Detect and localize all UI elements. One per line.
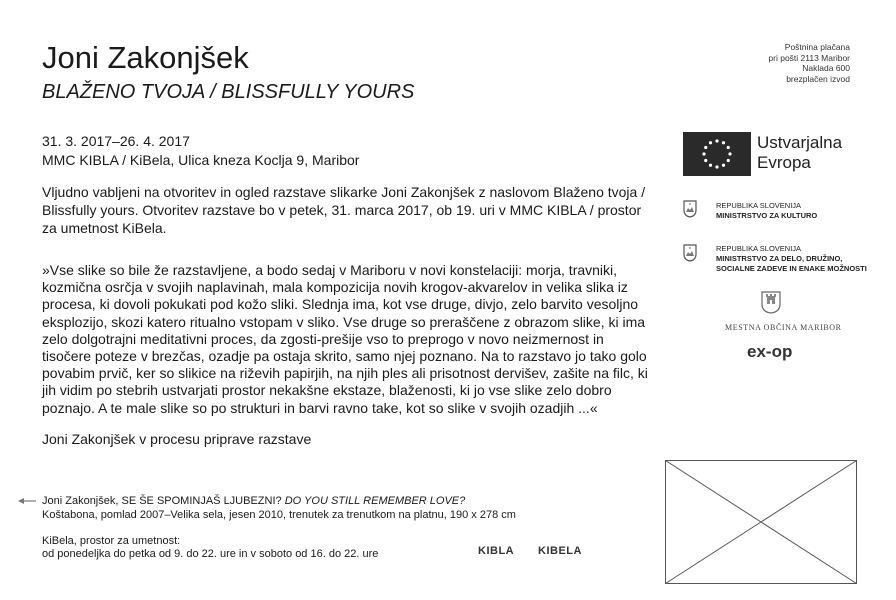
ministry-line: REPUBLIKA SLOVENIJA — [716, 244, 802, 253]
eu-star-icon — [715, 139, 718, 142]
exhibition-title: BLAŽENO TVOJA / BLISSFULLY YOURS — [42, 81, 415, 103]
maribor-crest-icon — [760, 290, 782, 314]
postage-line: Poštnina plačana — [784, 42, 850, 52]
eu-star-icon — [704, 146, 707, 149]
creative-europe-logo — [757, 133, 842, 173]
invitation-paragraph: Vljudno vabljeni na otvoritev in ogled razstave slikarke Joni Zakonjšek z naslovom Blaženo tvoja / Blissfully yours. Otvoritev razstave bo v petek, 31. marca 2017, ob 19. uri v MMC KIBLA / prostor za umetnost KiBela. — [42, 184, 646, 236]
kibla-logo: KIBLA — [478, 545, 515, 557]
exhibition-dates: 31. 3. 2017–26. 4. 2017 — [42, 133, 190, 149]
creative-europe-line: Evropa — [757, 153, 811, 172]
maribor-municipality-logo: MESTNA OBČINA MARIBOR — [725, 323, 842, 332]
ministry-line: MINISTRSTVO ZA KULTURO — [716, 211, 818, 220]
ministry-line: REPUBLIKA SLOVENIJA — [716, 201, 802, 210]
caption-title-english: DO YOU STILL REMEMBER LOVE? — [284, 495, 466, 507]
opening-hours-label: KiBela, prostor za umetnost: — [42, 535, 181, 547]
postage-line: brezplačen izvod — [786, 73, 850, 84]
exop-logo: ex-op — [747, 342, 793, 361]
artist-name: Joni Zakonjšek — [42, 40, 249, 75]
image-placeholder — [665, 460, 857, 584]
slovenia-crest-icon — [683, 200, 697, 218]
eu-star-icon — [722, 164, 725, 167]
left-arrow-icon — [18, 497, 36, 505]
artwork-caption-details: Koštabona, pomlad 2007–Velika sela, jesen 2010, trenutek za trenutkom na platnu, 190 x 278 cm — [42, 509, 516, 521]
caption-title-text: Joni Zakonjšek, SE ŠE SPOMINJAŠ LJUBEZNI? — [42, 495, 285, 507]
quote-attribution: Joni Zakonjšek v procesu priprave razstave — [42, 431, 312, 447]
ministry-line: SOCIALNE ZADEVE IN ENAKE MOŽNOSTI — [716, 264, 867, 273]
postage-line: pri pošti 2113 Maribor — [768, 52, 850, 63]
eu-star-icon — [702, 152, 705, 155]
ministry-line: MINISTRSTVO ZA DELO, DRUŽINO, — [716, 254, 843, 263]
kibela-logo: KIBELA — [538, 545, 582, 557]
eu-star-icon — [727, 146, 730, 149]
ministry-labour-logo — [716, 244, 867, 274]
eu-star-icon — [722, 141, 725, 144]
opening-hours: od ponedeljka do petka od 9. do 22. ure in v soboto od 16. do 22. ure — [42, 548, 379, 560]
slovenia-crest-icon — [683, 244, 697, 262]
ministry-culture-logo — [716, 201, 817, 221]
eu-star-icon — [715, 165, 718, 168]
eu-star-icon — [709, 164, 712, 167]
eu-star-icon — [728, 152, 731, 155]
creative-europe-line: Ustvarjalna — [757, 133, 843, 152]
artwork-caption-title — [42, 494, 465, 508]
postage-info — [730, 42, 850, 84]
eu-star-icon — [704, 159, 707, 162]
postage-line: Naklada 600 — [802, 63, 850, 73]
eu-star-icon — [709, 141, 712, 144]
eu-flag-icon — [683, 132, 751, 176]
exhibition-venue: MMC KIBLA / KiBela, Ulica kneza Koclja 9, Maribor — [42, 152, 360, 168]
eu-star-icon — [727, 159, 730, 162]
artist-quote: »Vse slike so bile že razstavljene, a bodo sedaj v Mariboru v novi konstelaciji: morja, travniki, kozmična osrčja v svojih naplavinah, mala kompozicija novih krogov-akvarelov in velika slika iz procesa, ki dovoli pokukati pod kožo sliki. Slednja ima, kot vse druge, divjo, zelo barvito vesoljno eksplozijo, skozi katero ritualno vstopam v sliko. Vse druge so preraščene z obrazom slike, ki ima zelo dolgotrajni meditativni proces, da zgosti-prešije vso to preprogo v novo neizmernost in tisočere poteze v brezčas, ozadje pa ostaja skrito, samo njej poznano. Na to razstavo jo tako golo povabim prvič, ker so slikice na riževih papirjih, na njih ples ali prisotnost dervišev, zašite na filc, ki jih vidim po stebrih ustvarjati prostor nekakšne ekstaze, blaženosti, ki jo vse slike zelo dobro poznajo. A te male slike so po strukturi in barvi ravno take, kot so slike v svojih ozadjih ...« — [42, 262, 648, 416]
